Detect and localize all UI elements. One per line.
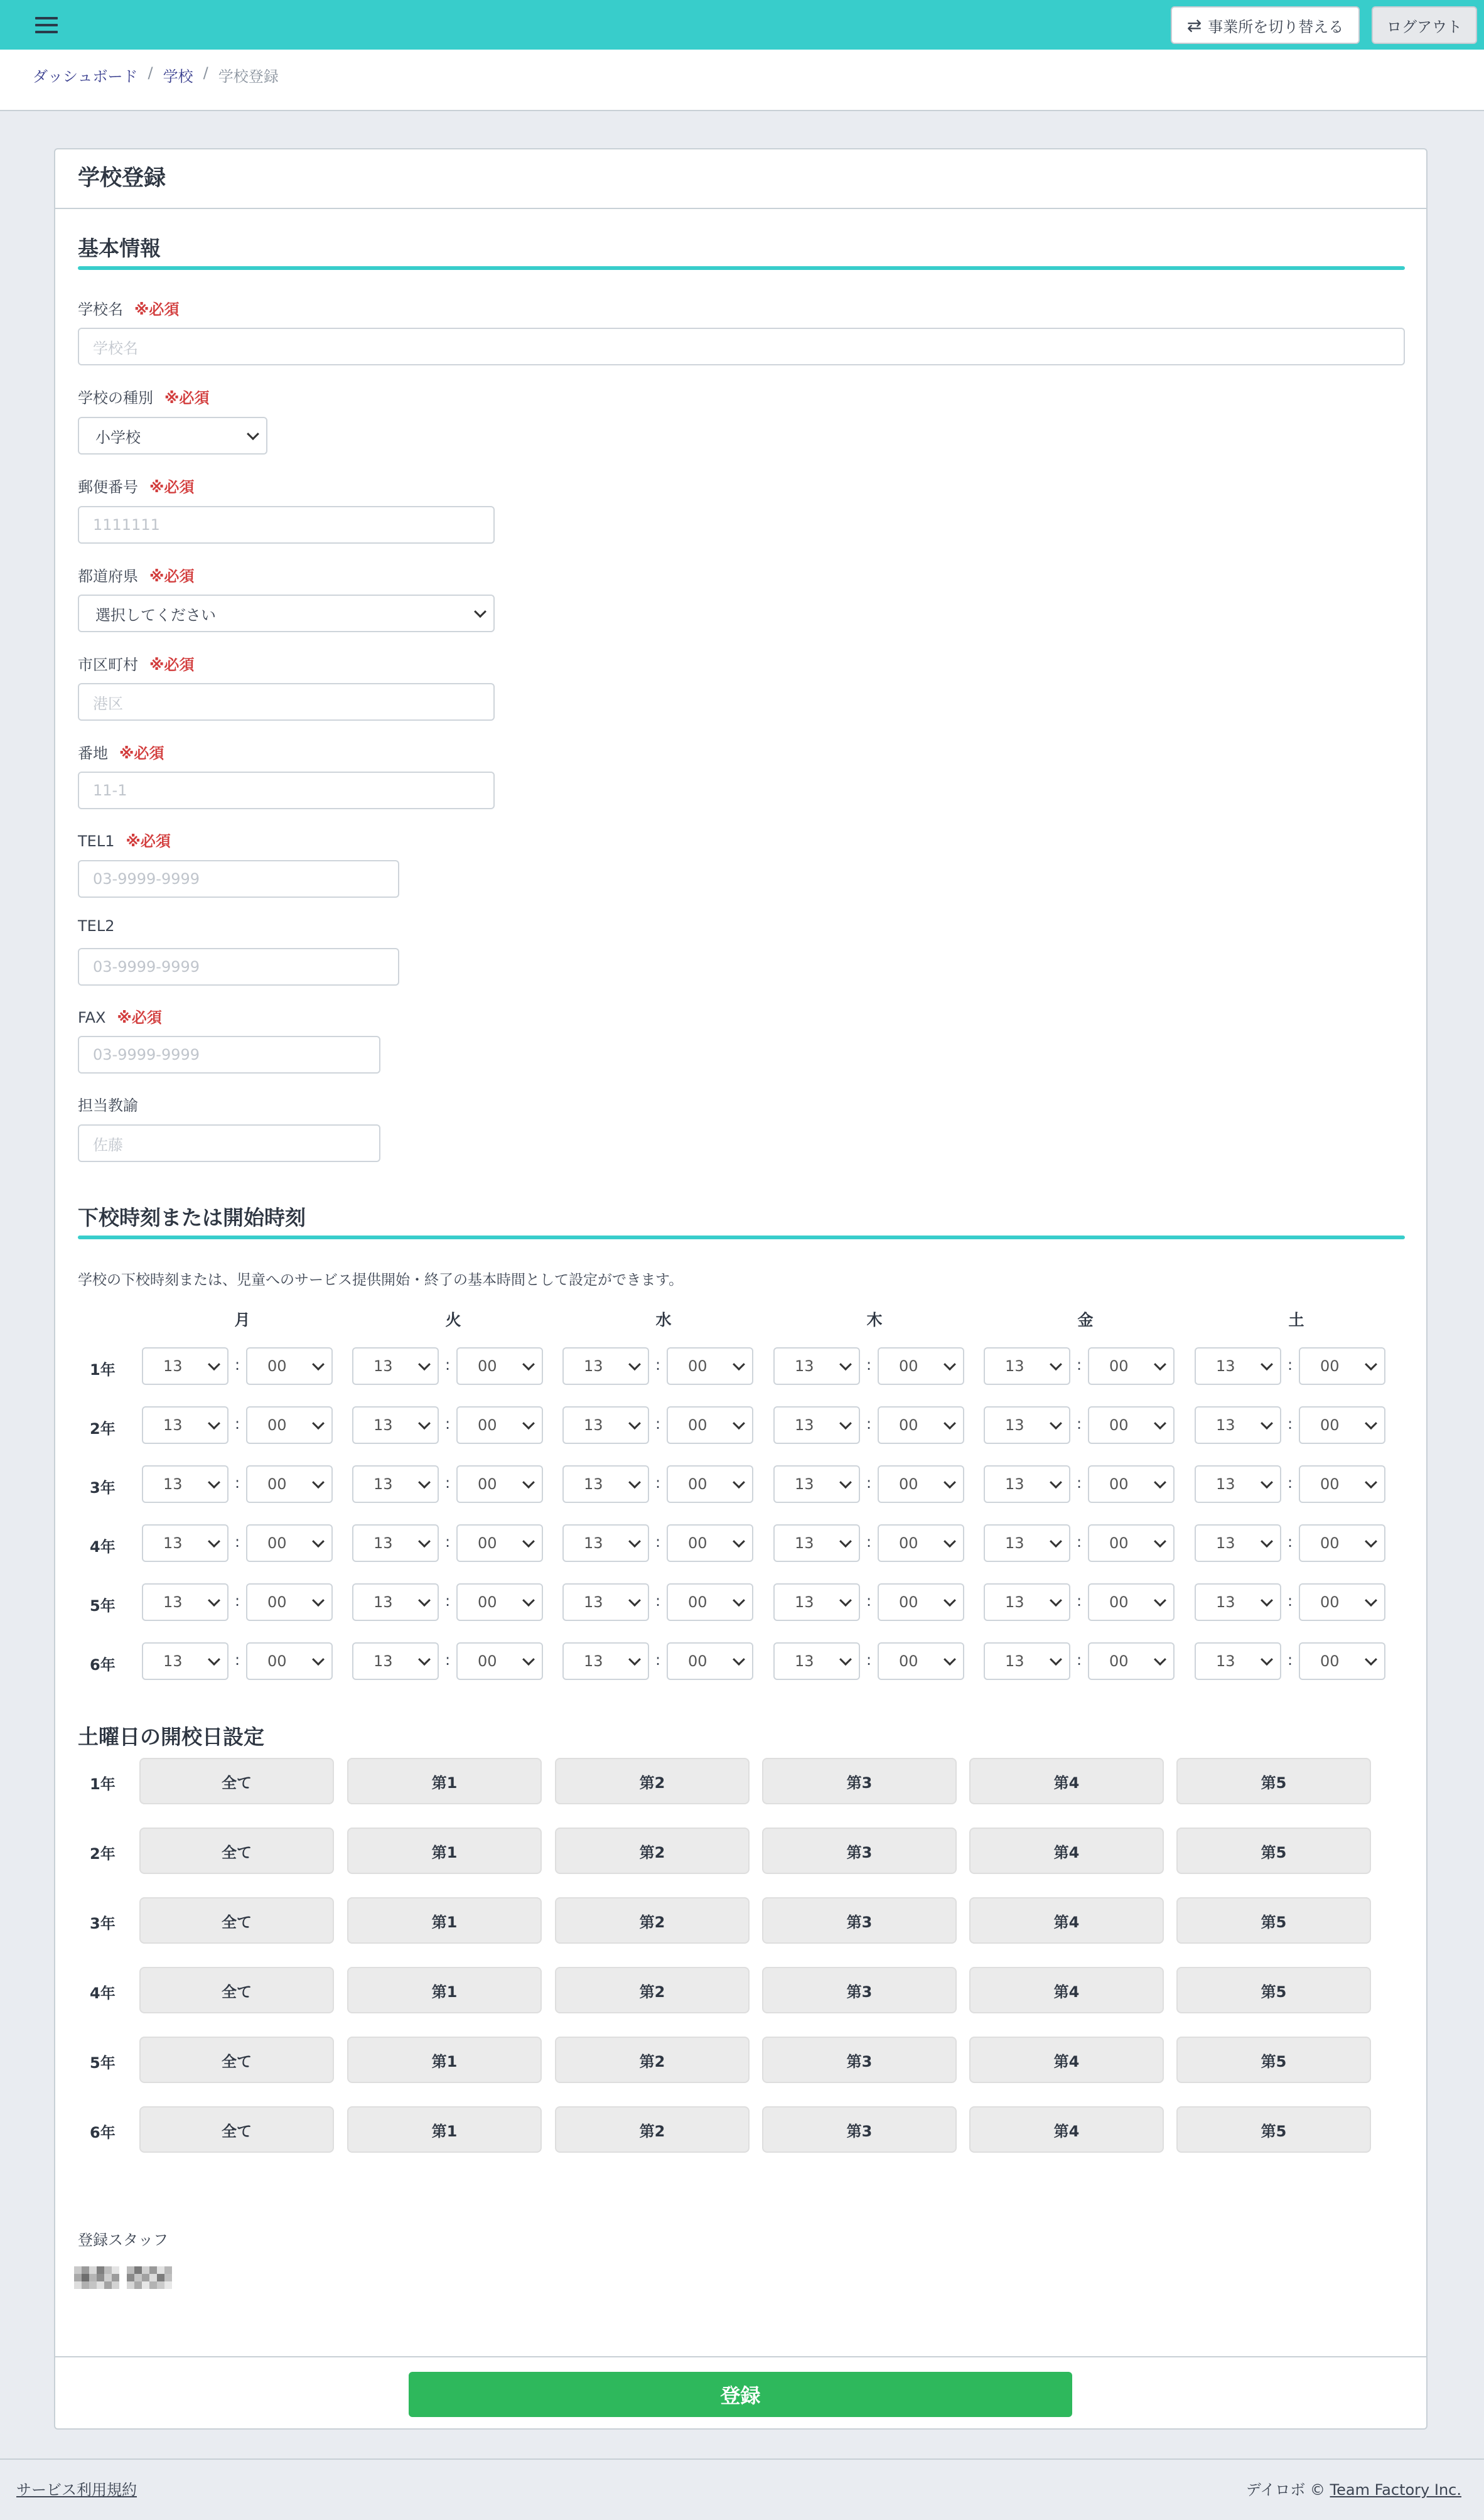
- day-header: 火: [445, 1311, 461, 1329]
- breadcrumb-school[interactable]: 学校: [163, 68, 193, 85]
- minute-select[interactable]: 00: [456, 1406, 543, 1444]
- grade-label: 3年: [90, 1479, 116, 1497]
- hour-select[interactable]: 13: [1195, 1347, 1281, 1385]
- minute-select[interactable]: 00: [1299, 1583, 1385, 1621]
- chevron-down-icon: [1050, 1653, 1062, 1666]
- minute-select[interactable]: 00: [667, 1347, 753, 1385]
- saturday-week-button[interactable]: 第3: [762, 2037, 957, 2083]
- time-colon: :: [1288, 1533, 1293, 1551]
- chevron-down-icon: [1050, 1476, 1062, 1489]
- chevron-down-icon: [1154, 1594, 1166, 1607]
- chevron-down-icon: [1154, 1358, 1166, 1370]
- hour-select[interactable]: 13: [142, 1406, 229, 1444]
- time-colon: :: [1288, 1592, 1293, 1610]
- sat-grade-label: 2年: [90, 1845, 116, 1863]
- tel1-label: TEL1 ※必須: [78, 832, 171, 850]
- chevron-down-icon: [418, 1535, 431, 1548]
- chevron-down-icon: [839, 1594, 852, 1607]
- chevron-down-icon: [312, 1594, 325, 1607]
- saturday-week-button[interactable]: 第5: [1176, 1967, 1371, 2013]
- chevron-down-icon: [1365, 1417, 1377, 1430]
- saturday-week-button[interactable]: 全て: [139, 2037, 334, 2083]
- minute-select[interactable]: 00: [1088, 1524, 1175, 1562]
- address-input[interactable]: 11-1: [78, 772, 495, 809]
- minute-select[interactable]: 00: [667, 1465, 753, 1503]
- teacher-input[interactable]: 佐藤: [78, 1124, 380, 1162]
- chevron-down-icon: [522, 1653, 535, 1666]
- minute-select[interactable]: 00: [246, 1642, 333, 1680]
- saturday-week-button[interactable]: 第3: [762, 1897, 957, 1944]
- chevron-down-icon: [733, 1476, 745, 1489]
- postal-code-input[interactable]: 1111111: [78, 506, 495, 544]
- minute-select[interactable]: 00: [667, 1524, 753, 1562]
- saturday-week-button[interactable]: 第3: [762, 1967, 957, 2013]
- time-colon: :: [866, 1356, 872, 1374]
- minute-select[interactable]: 00: [456, 1347, 543, 1385]
- hour-select[interactable]: 13: [352, 1524, 439, 1562]
- hour-select[interactable]: 13: [562, 1583, 649, 1621]
- saturday-week-button[interactable]: 全て: [139, 1967, 334, 2013]
- time-colon: :: [235, 1592, 240, 1610]
- chevron-down-icon: [944, 1358, 956, 1370]
- minute-select[interactable]: 00: [667, 1583, 753, 1621]
- saturday-week-button[interactable]: 第4: [969, 1828, 1164, 1874]
- hour-select[interactable]: 13: [352, 1347, 439, 1385]
- chevron-down-icon: [944, 1417, 956, 1430]
- saturday-week-button[interactable]: 全て: [139, 1758, 334, 1804]
- saturday-week-button[interactable]: 第4: [969, 1967, 1164, 2013]
- chevron-down-icon: [1050, 1358, 1062, 1370]
- chevron-down-icon: [1261, 1535, 1273, 1548]
- saturday-week-button[interactable]: 第4: [969, 1897, 1164, 1944]
- minute-select[interactable]: 00: [878, 1583, 964, 1621]
- chevron-down-icon: [839, 1653, 852, 1666]
- terms-link[interactable]: サービス利用規約: [16, 2481, 137, 2499]
- prefecture-label: 都道府県 ※必須: [78, 568, 195, 585]
- city-label: 市区町村 ※必須: [78, 656, 195, 674]
- switch-office-label: 事業所を切り替える: [1208, 18, 1344, 36]
- time-colon: :: [235, 1415, 240, 1433]
- chevron-down-icon: [418, 1653, 431, 1666]
- minute-select[interactable]: 00: [1088, 1583, 1175, 1621]
- staff-name-redacted: [74, 2266, 172, 2289]
- swap-arrows-icon: ⇄: [1186, 14, 1202, 36]
- switch-office-button[interactable]: [1171, 6, 1360, 44]
- day-header: 水: [655, 1311, 672, 1329]
- time-colon: :: [655, 1592, 661, 1610]
- saturday-week-button[interactable]: 第5: [1176, 2037, 1371, 2083]
- time-colon: :: [1077, 1474, 1082, 1492]
- minute-select[interactable]: 00: [878, 1642, 964, 1680]
- required-mark: ※必須: [117, 1009, 162, 1026]
- redacted-name-block: [127, 2266, 172, 2289]
- time-colon: :: [445, 1356, 451, 1374]
- hour-select[interactable]: 13: [984, 1406, 1070, 1444]
- hour-select[interactable]: 13: [1195, 1642, 1281, 1680]
- day-header: 土: [1288, 1311, 1304, 1329]
- saturday-title: 土曜日の開校日設定: [78, 1725, 264, 1749]
- chevron-down-icon: [733, 1535, 745, 1548]
- school-type-label: 学校の種別 ※必須: [78, 389, 210, 407]
- sat-grade-label: 1年: [90, 1775, 116, 1793]
- chevron-down-icon: [1365, 1535, 1377, 1548]
- top-navbar: [0, 0, 1484, 50]
- time-colon: :: [1077, 1651, 1082, 1669]
- day-header: 月: [234, 1311, 250, 1329]
- minute-select[interactable]: 00: [246, 1347, 333, 1385]
- chevron-down-icon: [474, 605, 487, 618]
- page-title: 学校登録: [78, 166, 166, 191]
- chevron-down-icon: [1365, 1476, 1377, 1489]
- required-mark: ※必須: [164, 389, 210, 407]
- hour-select[interactable]: 13: [773, 1465, 860, 1503]
- chevron-down-icon: [839, 1358, 852, 1370]
- saturday-week-button[interactable]: 第1: [347, 2037, 542, 2083]
- minute-select[interactable]: 00: [1299, 1406, 1385, 1444]
- saturday-week-button[interactable]: 第2: [555, 1967, 750, 2013]
- basic-info-title: 基本情報: [78, 236, 161, 261]
- minute-select[interactable]: 00: [878, 1347, 964, 1385]
- chevron-down-icon: [312, 1535, 325, 1548]
- grade-label: 5年: [90, 1597, 116, 1615]
- chevron-down-icon: [733, 1594, 745, 1607]
- hour-select[interactable]: 13: [773, 1406, 860, 1444]
- saturday-week-button[interactable]: 第5: [1176, 1897, 1371, 1944]
- tel2-label: TEL2: [78, 917, 115, 935]
- chevron-down-icon: [208, 1358, 220, 1370]
- hamburger-icon[interactable]: [35, 17, 58, 33]
- minute-select[interactable]: 00: [667, 1406, 753, 1444]
- chevron-down-icon: [208, 1594, 220, 1607]
- time-colon: :: [1077, 1592, 1082, 1610]
- chevron-down-icon: [522, 1594, 535, 1607]
- minute-select[interactable]: 00: [246, 1583, 333, 1621]
- hour-select[interactable]: 13: [984, 1465, 1070, 1503]
- chevron-down-icon: [1365, 1594, 1377, 1607]
- company-link[interactable]: Team Factory Inc.: [1330, 2481, 1461, 2499]
- minute-select[interactable]: 00: [878, 1465, 964, 1503]
- time-colon: :: [655, 1533, 661, 1551]
- hour-select[interactable]: 13: [352, 1583, 439, 1621]
- minute-select[interactable]: 00: [1088, 1347, 1175, 1385]
- breadcrumb: [33, 64, 279, 86]
- hour-select[interactable]: 13: [984, 1524, 1070, 1562]
- chevron-down-icon: [733, 1653, 745, 1666]
- grade-label: 6年: [90, 1656, 116, 1674]
- chevron-down-icon: [1365, 1653, 1377, 1666]
- chevron-down-icon: [1050, 1535, 1062, 1548]
- chevron-down-icon: [1050, 1594, 1062, 1607]
- hour-select[interactable]: 13: [142, 1524, 229, 1562]
- time-colon: :: [866, 1533, 872, 1551]
- saturday-week-button[interactable]: 全て: [139, 1897, 334, 1944]
- chevron-down-icon: [1154, 1476, 1166, 1489]
- hour-select[interactable]: 13: [773, 1583, 860, 1621]
- hour-select[interactable]: 13: [562, 1642, 649, 1680]
- hour-select[interactable]: 13: [142, 1583, 229, 1621]
- saturday-week-button[interactable]: 第3: [762, 2106, 957, 2153]
- schedule-description: 学校の下校時刻または、児童へのサービス提供開始・終了の基本時間として設定ができます。: [78, 1272, 684, 1288]
- chevron-down-icon: [1261, 1358, 1273, 1370]
- chevron-down-icon: [839, 1535, 852, 1548]
- minute-select[interactable]: 00: [667, 1642, 753, 1680]
- required-mark: ※必須: [149, 478, 195, 496]
- teacher-label: 担当教諭: [78, 1097, 138, 1114]
- redacted-name-block: [74, 2266, 119, 2289]
- chevron-down-icon: [839, 1417, 852, 1430]
- chevron-down-icon: [1261, 1476, 1273, 1489]
- chevron-down-icon: [208, 1653, 220, 1666]
- chevron-down-icon: [522, 1535, 535, 1548]
- minute-select[interactable]: 00: [878, 1524, 964, 1562]
- minute-select[interactable]: 00: [246, 1524, 333, 1562]
- chevron-down-icon: [312, 1476, 325, 1489]
- saturday-week-button[interactable]: 第5: [1176, 1828, 1371, 1874]
- required-mark: ※必須: [126, 832, 171, 850]
- saturday-week-button[interactable]: 第1: [347, 1967, 542, 2013]
- hour-select[interactable]: 13: [142, 1642, 229, 1680]
- time-colon: :: [445, 1533, 451, 1551]
- time-colon: :: [1288, 1415, 1293, 1433]
- chevron-down-icon: [522, 1476, 535, 1489]
- section-underline: [78, 266, 1405, 270]
- breadcrumb-dashboard[interactable]: ダッシュボード: [33, 68, 138, 85]
- chevron-down-icon: [944, 1594, 956, 1607]
- hour-select[interactable]: 13: [1195, 1406, 1281, 1444]
- saturday-week-button[interactable]: 第1: [347, 1897, 542, 1944]
- minute-select[interactable]: 00: [1299, 1347, 1385, 1385]
- chevron-down-icon: [628, 1417, 641, 1430]
- sat-grade-label: 6年: [90, 2124, 116, 2141]
- chevron-down-icon: [247, 428, 259, 440]
- time-colon: :: [655, 1651, 661, 1669]
- breadcrumb-separator: /: [203, 64, 208, 82]
- minute-select[interactable]: 00: [878, 1406, 964, 1444]
- copyright: デイロボ © Team Factory Inc.: [1245, 2481, 1461, 2499]
- staff-label: 登録スタッフ: [78, 2231, 168, 2249]
- postal-label: 郵便番号 ※必須: [78, 478, 195, 496]
- school-type-select[interactable]: 小学校: [78, 417, 267, 455]
- chevron-down-icon: [1154, 1535, 1166, 1548]
- tel2-input[interactable]: 03-9999-9999: [78, 948, 399, 986]
- hour-select[interactable]: 13: [142, 1347, 229, 1385]
- day-header: 木: [866, 1311, 883, 1329]
- hour-select[interactable]: 13: [562, 1465, 649, 1503]
- saturday-week-button[interactable]: 第1: [347, 2106, 542, 2153]
- saturday-week-button[interactable]: 第4: [969, 2037, 1164, 2083]
- chevron-down-icon: [1261, 1417, 1273, 1430]
- minute-select[interactable]: 00: [1299, 1465, 1385, 1503]
- grade-label: 2年: [90, 1420, 116, 1438]
- hour-select[interactable]: 13: [773, 1642, 860, 1680]
- required-mark: ※必須: [119, 745, 164, 762]
- schedule-title: 下校時刻または開始時刻: [78, 1205, 306, 1230]
- saturday-week-button[interactable]: 第2: [555, 2037, 750, 2083]
- saturday-week-button[interactable]: 第5: [1176, 1758, 1371, 1804]
- prefecture-select[interactable]: 選択してください: [78, 595, 495, 632]
- chevron-down-icon: [628, 1476, 641, 1489]
- chevron-down-icon: [208, 1417, 220, 1430]
- sat-grade-label: 3年: [90, 1915, 116, 1932]
- time-colon: :: [1077, 1533, 1082, 1551]
- time-colon: :: [445, 1651, 451, 1669]
- minute-select[interactable]: 00: [456, 1583, 543, 1621]
- time-colon: :: [445, 1415, 451, 1433]
- time-colon: :: [866, 1474, 872, 1492]
- chevron-down-icon: [312, 1358, 325, 1370]
- time-colon: :: [1288, 1356, 1293, 1374]
- school-registration-card: [54, 148, 1428, 2430]
- chevron-down-icon: [839, 1476, 852, 1489]
- fax-input[interactable]: 03-9999-9999: [78, 1036, 380, 1074]
- chevron-down-icon: [418, 1417, 431, 1430]
- time-colon: :: [235, 1356, 240, 1374]
- time-colon: :: [1288, 1651, 1293, 1669]
- hour-select[interactable]: 13: [773, 1347, 860, 1385]
- chevron-down-icon: [1261, 1594, 1273, 1607]
- minute-select[interactable]: 00: [246, 1465, 333, 1503]
- chevron-down-icon: [628, 1594, 641, 1607]
- grade-label: 4年: [90, 1538, 116, 1556]
- chevron-down-icon: [944, 1535, 956, 1548]
- chevron-down-icon: [418, 1476, 431, 1489]
- hour-select[interactable]: 13: [773, 1524, 860, 1562]
- hour-select[interactable]: 13: [352, 1406, 439, 1444]
- time-colon: :: [866, 1415, 872, 1433]
- saturday-week-button[interactable]: 第2: [555, 1758, 750, 1804]
- time-colon: :: [445, 1474, 451, 1492]
- time-colon: :: [235, 1651, 240, 1669]
- chevron-down-icon: [418, 1358, 431, 1370]
- saturday-week-button[interactable]: 第1: [347, 1828, 542, 1874]
- minute-select[interactable]: 00: [1299, 1524, 1385, 1562]
- breadcrumb-current: 学校登録: [218, 68, 279, 85]
- hour-select[interactable]: 13: [984, 1347, 1070, 1385]
- time-colon: :: [1077, 1356, 1082, 1374]
- saturday-week-button[interactable]: 第3: [762, 1828, 957, 1874]
- minute-select[interactable]: 00: [246, 1406, 333, 1444]
- hour-select[interactable]: 13: [562, 1347, 649, 1385]
- saturday-week-button[interactable]: 第4: [969, 2106, 1164, 2153]
- time-colon: :: [655, 1415, 661, 1433]
- minute-select[interactable]: 00: [1088, 1406, 1175, 1444]
- chevron-down-icon: [1261, 1653, 1273, 1666]
- time-colon: :: [235, 1474, 240, 1492]
- chevron-down-icon: [522, 1358, 535, 1370]
- grade-label: 1年: [90, 1361, 116, 1379]
- saturday-week-button[interactable]: 第2: [555, 1897, 750, 1944]
- hour-select[interactable]: 13: [562, 1524, 649, 1562]
- section-underline: [78, 1236, 1405, 1239]
- school-name-label: 学校名 ※必須: [78, 301, 180, 318]
- saturday-week-button[interactable]: 第2: [555, 1828, 750, 1874]
- hour-select[interactable]: 13: [1195, 1583, 1281, 1621]
- chevron-down-icon: [1154, 1653, 1166, 1666]
- chevron-down-icon: [628, 1653, 641, 1666]
- hour-select[interactable]: 13: [352, 1642, 439, 1680]
- hour-select[interactable]: 13: [1195, 1465, 1281, 1503]
- hour-select[interactable]: 13: [142, 1465, 229, 1503]
- chevron-down-icon: [1050, 1417, 1062, 1430]
- card-footer-divider: [55, 2356, 1426, 2357]
- saturday-week-button[interactable]: 第4: [969, 1758, 1164, 1804]
- chevron-down-icon: [733, 1417, 745, 1430]
- chevron-down-icon: [628, 1358, 641, 1370]
- page-footer-divider: [0, 2458, 1484, 2460]
- saturday-week-button[interactable]: 全て: [139, 1828, 334, 1874]
- chevron-down-icon: [418, 1594, 431, 1607]
- saturday-week-button[interactable]: 第1: [347, 1758, 542, 1804]
- tel1-input[interactable]: 03-9999-9999: [78, 860, 399, 898]
- logout-button[interactable]: ログアウト: [1372, 6, 1477, 44]
- card-header-divider: [55, 208, 1426, 209]
- minute-select[interactable]: 00: [1299, 1642, 1385, 1680]
- day-header: 金: [1077, 1311, 1094, 1329]
- chevron-down-icon: [312, 1653, 325, 1666]
- time-colon: :: [1288, 1474, 1293, 1492]
- required-mark: ※必須: [149, 656, 195, 674]
- minute-select[interactable]: 00: [1088, 1642, 1175, 1680]
- chevron-down-icon: [208, 1476, 220, 1489]
- saturday-week-button[interactable]: 第5: [1176, 2106, 1371, 2153]
- school-name-input[interactable]: 学校名: [78, 328, 1405, 365]
- time-colon: :: [866, 1651, 872, 1669]
- time-colon: :: [866, 1592, 872, 1610]
- minute-select[interactable]: 00: [456, 1642, 543, 1680]
- chevron-down-icon: [628, 1535, 641, 1548]
- sat-grade-label: 5年: [90, 2054, 116, 2072]
- time-colon: :: [655, 1474, 661, 1492]
- time-colon: :: [655, 1356, 661, 1374]
- saturday-week-button[interactable]: 第2: [555, 2106, 750, 2153]
- fax-label: FAX ※必須: [78, 1009, 162, 1026]
- chevron-down-icon: [1365, 1358, 1377, 1370]
- saturday-week-button[interactable]: 全て: [139, 2106, 334, 2153]
- required-mark: ※必須: [134, 301, 180, 318]
- hour-select[interactable]: 13: [352, 1465, 439, 1503]
- hour-select[interactable]: 13: [562, 1406, 649, 1444]
- register-button[interactable]: 登録: [409, 2372, 1072, 2417]
- minute-select[interactable]: 00: [1088, 1465, 1175, 1503]
- required-mark: ※必須: [149, 568, 195, 585]
- hour-select[interactable]: 13: [984, 1642, 1070, 1680]
- chevron-down-icon: [1154, 1417, 1166, 1430]
- chevron-down-icon: [522, 1417, 535, 1430]
- chevron-down-icon: [944, 1476, 956, 1489]
- time-colon: :: [1077, 1415, 1082, 1433]
- minute-select[interactable]: 00: [456, 1465, 543, 1503]
- saturday-week-button[interactable]: 第3: [762, 1758, 957, 1804]
- hour-select[interactable]: 13: [1195, 1524, 1281, 1562]
- time-colon: :: [235, 1533, 240, 1551]
- chevron-down-icon: [733, 1358, 745, 1370]
- time-colon: :: [445, 1592, 451, 1610]
- breadcrumb-separator: /: [148, 64, 153, 82]
- sat-grade-label: 4年: [90, 1984, 116, 2002]
- chevron-down-icon: [312, 1417, 325, 1430]
- minute-select[interactable]: 00: [456, 1524, 543, 1562]
- chevron-down-icon: [944, 1653, 956, 1666]
- address-label: 番地 ※必須: [78, 745, 164, 762]
- chevron-down-icon: [208, 1535, 220, 1548]
- city-input[interactable]: 港区: [78, 683, 495, 721]
- hour-select[interactable]: 13: [984, 1583, 1070, 1621]
